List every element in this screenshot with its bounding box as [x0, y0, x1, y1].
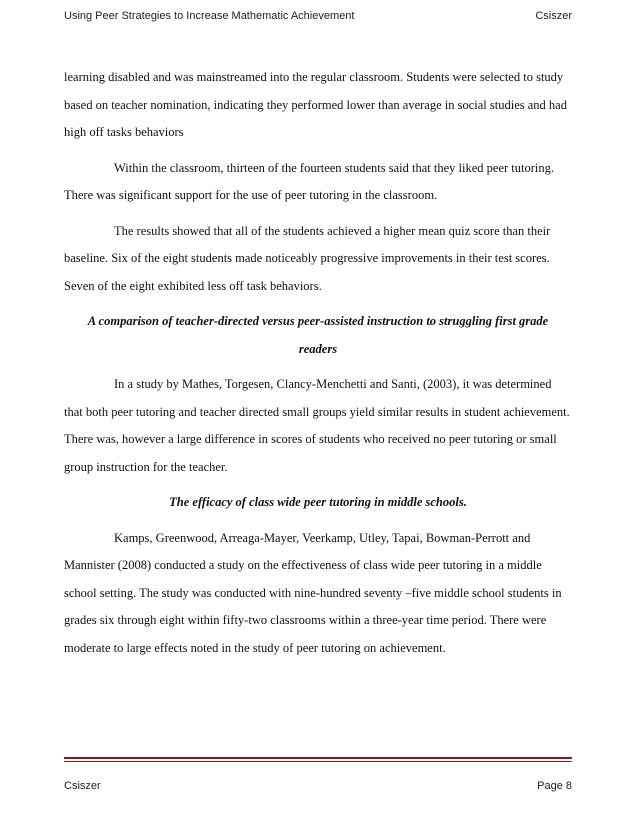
- paragraph-1: learning disabled and was mainstreamed into the regular classroom. Students were selected to study based on teacher nomination, indicating they performed lower than average in social studies and had high off tasks behaviors: [64, 70, 567, 139]
- section-heading-2: The efficacy of class wide peer tutoring in middle schools.: [169, 495, 467, 509]
- section-heading-1: A comparison of teacher-directed versus peer-assisted instruction to struggling first grade readers: [87, 314, 549, 356]
- footer-author: Csiszer: [64, 780, 101, 792]
- paragraph-5: Kamps, Greenwood, Arreaga-Mayer, Veerkamp, Utley, Tapai, Bowman-Perrott and Mannister (2008) conducted a study on the effectiveness of class wide peer tutoring in a middle school setting. The study was conducted with nine-hundred seventy –five middle school students in grades six through eight within fifty-two classrooms within a three-year time period. There were moderate to large effects noted in the study of peer tutoring on achievement.: [64, 530, 562, 655]
- paragraph-3: The results showed that all of the students achieved a higher mean quiz score than their baseline. Six of the eight students made noticeably progressive improvements in their test scores. Seven of the eight exhibited less off task behaviors.: [64, 223, 551, 293]
- paragraph-2: Within the classroom, thirteen of the fourteen students said that they liked peer tutoring. There was significant support for the use of peer tutoring in the classroom.: [64, 160, 555, 202]
- footer-rule-thin: [64, 761, 572, 762]
- footer-rule-thick: [64, 757, 572, 759]
- document-body: [64, 64, 572, 670]
- paragraph-4: In a study by Mathes, Torgesen, Clancy-Menchetti and Santi, (2003), it was determined that both peer tutoring and teacher directed small groups yield similar results in student achievement. There was, however a large difference in scores of students who received no peer tutoring or small group instruction for the teacher.: [64, 377, 570, 474]
- header-author: Csiszer: [535, 10, 572, 22]
- page-number: Page 8: [537, 780, 572, 792]
- header-title: Using Peer Strategies to Increase Mathematic Achievement: [64, 10, 355, 22]
